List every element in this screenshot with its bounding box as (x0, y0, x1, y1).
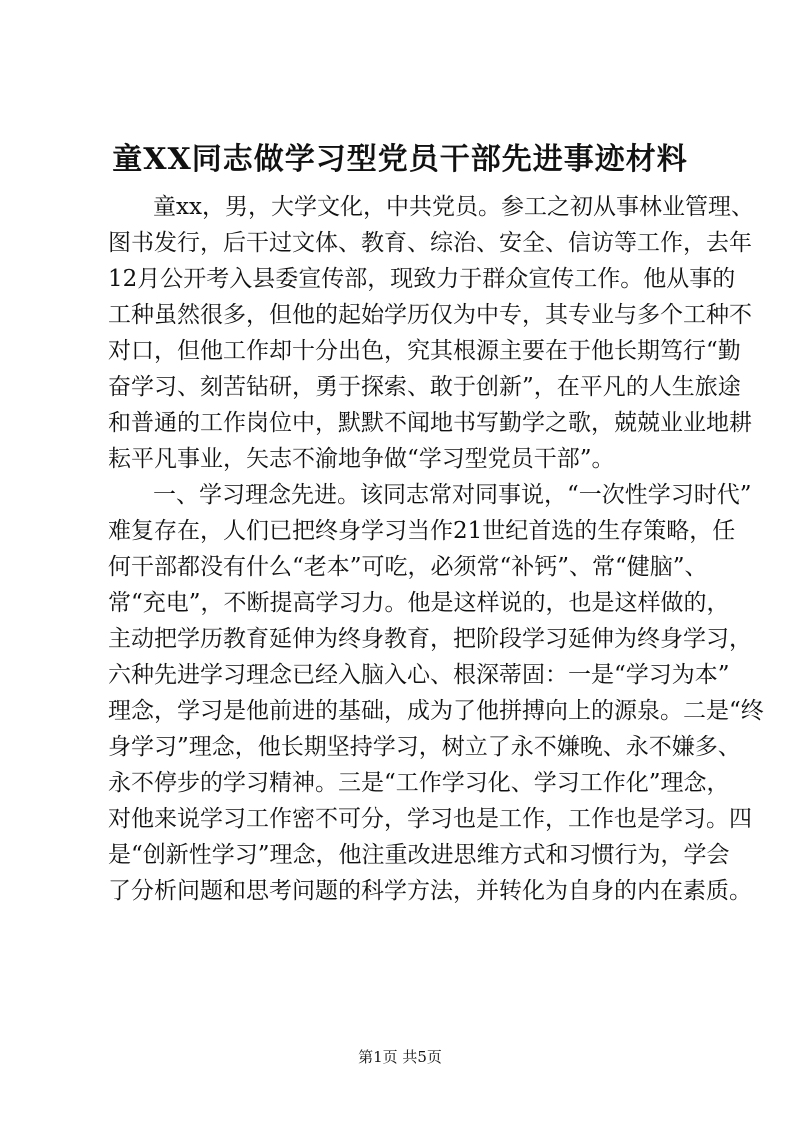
paragraph-line: 理念，学习是他前进的基础，成为了他拼搏向上的源泉。二是“终 (108, 698, 764, 724)
paragraph-line: 耘平凡事业，矢志不渝地争做“学习型党员干部”。 (108, 446, 615, 472)
paragraph-line: 和普通的工作岗位中，默默不闻地书写勤学之歌，兢兢业业地耕 (108, 410, 752, 436)
paragraph-line: 工种虽然很多，但他的起始学历仅为中专，其专业与多个工种不 (108, 302, 752, 328)
paragraph-line: 难复存在，人们已把终身学习当作21世纪首选的生存策略，任 (108, 518, 736, 544)
paragraph-line: 何干部都没有什么“老本”可吃，必须常“补钙”、常“健脑”、 (108, 554, 708, 580)
paragraph-line: 身学习”理念，他长期坚持学习，树立了永不嫌晚、永不嫌多、 (108, 734, 741, 760)
paragraph-line: 图书发行，后干过文体、教育、综治、安全、信访等工作，去年 (108, 230, 752, 256)
paragraph-line: 对他来说学习工作密不可分，学习也是工作，工作也是学习。四 (108, 806, 752, 832)
paragraph-line: 了分析问题和思考问题的科学方法，并转化为自身的内在素质。 (108, 878, 752, 904)
document-title: 童XX同志做学习型党员干部先进事迹材料 (112, 142, 688, 177)
page-number: 第1页 共5页 (358, 1048, 442, 1066)
paragraph-line: 奋学习、刻苦钻研，勇于探索、敢于创新”，在平凡的人生旅途 (108, 374, 741, 400)
paragraph-line: 常“充电”，不断提高学习力。他是这样说的，也是这样做的， (108, 590, 730, 616)
paragraph-line: 六种先进学习理念已经入脑入心、根深蒂固：一是“学习为本” (108, 662, 730, 688)
paragraph-line: 是“创新性学习”理念，他注重改进思维方式和习惯行为，学会 (108, 842, 730, 868)
paragraph-line: 一、学习理念先进。该同志常对同事说，“一次性学习时代” (153, 482, 752, 508)
paragraph-line: 对口，但他工作却十分出色，究其根源主要在于他长期笃行“勤 (108, 338, 741, 364)
paragraph-line: 主动把学历教育延伸为终身教育，把阶段学习延伸为终身学习， (108, 626, 752, 652)
paragraph-line: 童xx，男，大学文化，中共党员。参工之初从事林业管理、 (153, 194, 754, 220)
paragraph-line: 永不停步的学习精神。三是“工作学习化、学习工作化”理念， (108, 770, 730, 796)
paragraph-line: 12月公开考入县委宣传部，现致力于群众宣传工作。他从事的 (108, 266, 736, 292)
